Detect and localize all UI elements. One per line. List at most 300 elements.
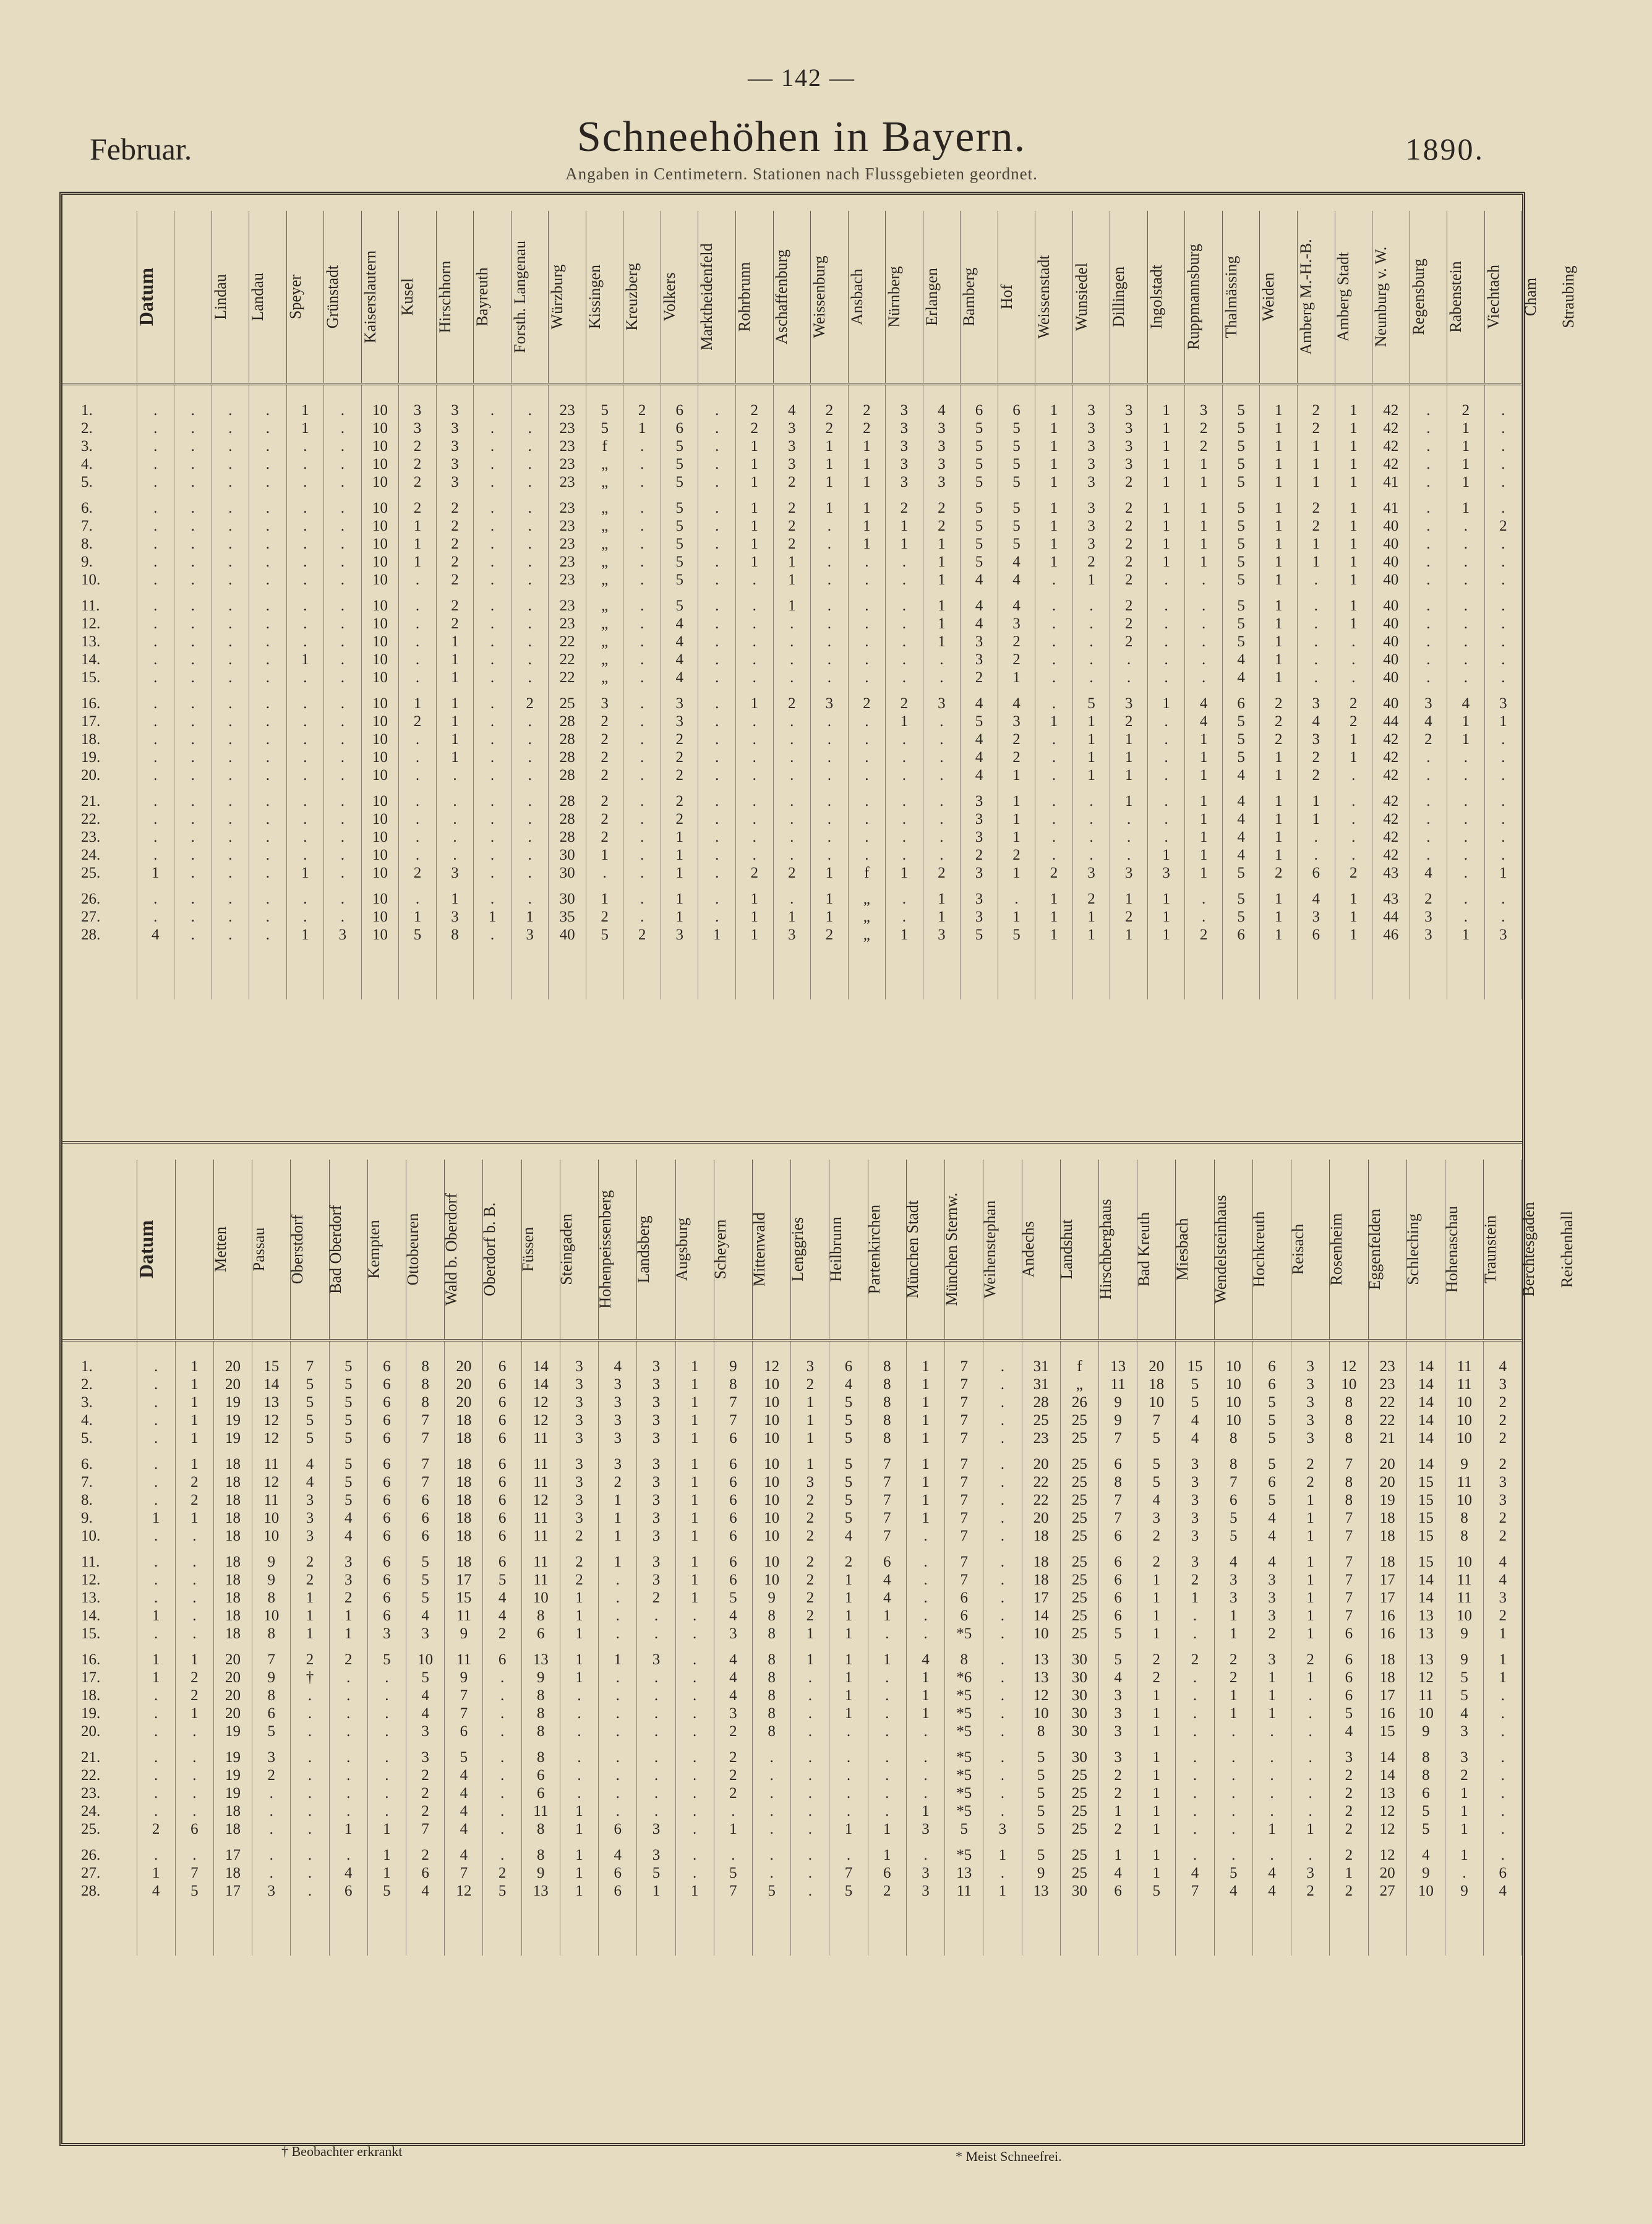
date-cell: 26. xyxy=(62,890,137,908)
value-cell: 6 xyxy=(1098,1455,1137,1473)
value-cell: 1 xyxy=(1035,908,1073,926)
value-cell: . xyxy=(174,633,212,651)
value-cell: 2 xyxy=(560,1571,598,1589)
value-cell: . xyxy=(286,908,324,926)
value-cell: 20 xyxy=(445,1393,483,1411)
station-name: Neunburg v. W. xyxy=(1371,246,1390,348)
value-cell: 6 xyxy=(961,401,998,419)
value-cell: 9 xyxy=(252,1571,291,1589)
value-cell: 3 xyxy=(1137,1509,1176,1527)
value-cell: . xyxy=(599,1687,637,1704)
value-cell: . xyxy=(848,792,886,810)
value-cell: . xyxy=(474,810,511,828)
value-cell: . xyxy=(511,669,549,686)
value-cell: 1 xyxy=(175,1651,213,1669)
value-cell: 5 xyxy=(998,499,1035,517)
value-cell: 1 xyxy=(1260,455,1298,473)
value-cell: . xyxy=(1484,1802,1522,1820)
value-cell: 8 xyxy=(1330,1411,1368,1429)
value-cell: 7 xyxy=(945,1411,983,1429)
value-cell: 2 xyxy=(399,712,437,730)
table-row xyxy=(62,419,1522,437)
value-cell: 5 xyxy=(661,499,698,517)
value-cell: . xyxy=(1410,748,1447,766)
value-cell: 4 xyxy=(445,1784,483,1802)
value-cell: . xyxy=(1484,437,1522,455)
value-cell: . xyxy=(983,1704,1022,1722)
value-cell: 40 xyxy=(1372,553,1410,571)
value-cell: 20 xyxy=(213,1358,252,1375)
value-cell: 23 xyxy=(549,455,586,473)
value-cell: 10 xyxy=(753,1527,791,1545)
value-cell: 4 xyxy=(1137,1491,1176,1509)
value-cell: 2 xyxy=(1110,499,1148,517)
value-cell: 5 xyxy=(1222,890,1260,908)
value-cell: 18 xyxy=(1022,1553,1060,1571)
value-cell: 5 xyxy=(945,1820,983,1838)
value-cell: . xyxy=(137,730,174,748)
value-cell: 10 xyxy=(753,1509,791,1527)
value-cell: 2 xyxy=(599,1473,637,1491)
value-cell: . xyxy=(1252,1846,1291,1864)
value-cell: 3 xyxy=(923,926,961,944)
value-cell: . xyxy=(1484,1820,1522,1838)
value-cell: . xyxy=(1214,1802,1252,1820)
value-cell: 1 xyxy=(1335,437,1372,455)
value-cell: . xyxy=(1072,615,1110,633)
value-cell: . xyxy=(1291,1802,1330,1820)
table-row xyxy=(62,499,1522,517)
value-cell: 4 xyxy=(868,1571,906,1589)
value-cell: . xyxy=(324,473,362,491)
value-cell: 1 xyxy=(1035,401,1073,419)
value-cell: 25 xyxy=(1060,1429,1098,1447)
value-cell: . xyxy=(511,597,549,615)
value-cell: 3 xyxy=(661,926,698,944)
value-cell: 7 xyxy=(252,1651,291,1669)
value-cell: 4 xyxy=(1222,651,1260,669)
value-cell: . xyxy=(599,1766,637,1784)
value-cell: 18 xyxy=(213,1571,252,1589)
station-name: Metten xyxy=(211,1226,229,1272)
value-cell: . xyxy=(1035,615,1073,633)
value-cell: 2 xyxy=(1110,571,1148,589)
value-cell: 4 xyxy=(1447,695,1485,712)
value-cell: . xyxy=(1176,1766,1214,1784)
value-cell: . xyxy=(483,1748,521,1766)
value-cell: „ xyxy=(1060,1375,1098,1393)
value-cell: . xyxy=(560,1722,598,1740)
value-cell: . xyxy=(1147,810,1185,828)
value-cell: 6 xyxy=(406,1491,445,1509)
value-cell: 6 xyxy=(1098,1589,1137,1607)
value-cell: 22 xyxy=(1368,1393,1406,1411)
station-name: München Stadt xyxy=(904,1200,922,1299)
value-cell: 2 xyxy=(1110,473,1148,491)
value-cell: . xyxy=(511,810,549,828)
value-cell: . xyxy=(286,437,324,455)
value-cell: 1 xyxy=(1110,766,1148,784)
value-cell: 20 xyxy=(213,1669,252,1687)
value-cell: 2 xyxy=(586,748,623,766)
value-cell: 1 xyxy=(1447,455,1485,473)
value-cell: . xyxy=(137,1358,175,1375)
value-cell: 28 xyxy=(549,810,586,828)
value-cell: 5 xyxy=(1222,748,1260,766)
value-cell: . xyxy=(1297,571,1335,589)
value-cell: 16 xyxy=(1368,1704,1406,1722)
value-cell: . xyxy=(212,926,249,944)
date-cell: 20. xyxy=(62,1722,137,1740)
value-cell: 28 xyxy=(549,748,586,766)
value-cell: . xyxy=(736,669,774,686)
value-cell: . xyxy=(1072,633,1110,651)
value-cell: 1 xyxy=(1147,455,1185,473)
value-cell: . xyxy=(829,1748,868,1766)
value-cell: 1 xyxy=(1185,846,1223,864)
value-cell: . xyxy=(367,1766,406,1784)
value-cell: . xyxy=(137,1687,175,1704)
value-cell: 40 xyxy=(1372,571,1410,589)
value-cell: 1 xyxy=(661,890,698,908)
value-cell: 6 xyxy=(1297,864,1335,882)
value-cell: 19 xyxy=(213,1429,252,1447)
value-cell: 1 xyxy=(1147,926,1185,944)
station-name: Bad Kreuth xyxy=(1134,1212,1153,1287)
value-cell: . xyxy=(174,517,212,535)
value-cell: . xyxy=(983,1393,1022,1411)
value-cell: 2 xyxy=(1297,517,1335,535)
value-cell: 4 xyxy=(961,730,998,748)
value-cell: 1 xyxy=(736,908,774,926)
value-cell: 2 xyxy=(811,926,849,944)
value-cell: . xyxy=(1335,846,1372,864)
value-cell: 6 xyxy=(714,1491,752,1509)
value-cell: . xyxy=(623,597,661,615)
value-cell: 1 xyxy=(736,499,774,517)
value-cell: . xyxy=(698,553,736,571)
value-cell: 4 xyxy=(599,1358,637,1375)
value-cell: . xyxy=(698,651,736,669)
value-cell: 3 xyxy=(1072,535,1110,553)
value-cell: . xyxy=(249,864,287,882)
value-cell: 5 xyxy=(1222,712,1260,730)
value-cell: 3 xyxy=(291,1491,329,1509)
value-cell: . xyxy=(474,730,511,748)
value-cell: 17 xyxy=(445,1571,483,1589)
value-cell: 13 xyxy=(1022,1669,1060,1687)
value-cell: . xyxy=(1484,597,1522,615)
value-cell: 1 xyxy=(175,1375,213,1393)
value-cell: 5 xyxy=(1222,499,1260,517)
value-cell: . xyxy=(1447,748,1485,766)
value-cell: . xyxy=(1484,455,1522,473)
value-cell: 13 xyxy=(945,1864,983,1882)
value-cell: 13 xyxy=(521,1882,560,1900)
value-cell: 28 xyxy=(549,712,586,730)
value-cell: 2 xyxy=(1330,1846,1368,1864)
value-cell: 13 xyxy=(1406,1651,1445,1669)
value-cell: 46 xyxy=(1372,926,1410,944)
value-cell: 3 xyxy=(961,633,998,651)
table-row xyxy=(62,1375,1522,1393)
value-cell: 3 xyxy=(886,419,923,437)
value-cell: 18 xyxy=(213,1864,252,1882)
value-cell: 1 xyxy=(1297,810,1335,828)
value-cell: . xyxy=(291,1846,329,1864)
station-name: Eggenfelden xyxy=(1366,1208,1384,1290)
value-cell: 3 xyxy=(637,1375,675,1393)
value-cell: . xyxy=(474,473,511,491)
value-cell: 14 xyxy=(1406,1358,1445,1375)
value-cell: . xyxy=(791,1669,829,1687)
value-cell: 1 xyxy=(367,1820,406,1838)
value-cell: 9 xyxy=(1406,1864,1445,1882)
value-cell: 9 xyxy=(1406,1722,1445,1740)
date-cell: 12. xyxy=(62,615,137,633)
value-cell: . xyxy=(623,730,661,748)
date-cell: 9. xyxy=(62,553,137,571)
value-cell: 25 xyxy=(1060,1864,1098,1882)
value-cell: 11 xyxy=(252,1455,291,1473)
station-name: Füssen xyxy=(519,1226,537,1272)
value-cell: 3 xyxy=(560,1375,598,1393)
value-cell: 2 xyxy=(560,1527,598,1545)
value-cell: 10 xyxy=(1406,1704,1445,1722)
value-cell: 2 xyxy=(1410,730,1447,748)
value-cell: 18 xyxy=(445,1553,483,1571)
value-cell: 3 xyxy=(886,455,923,473)
value-cell: 25 xyxy=(1060,1571,1098,1589)
value-cell: . xyxy=(868,1722,906,1740)
footnote-mostly-snowfree: * Meist Schneefrei. xyxy=(956,2149,1062,2164)
value-cell: 3 xyxy=(637,1473,675,1491)
value-cell: . xyxy=(1447,766,1485,784)
value-cell: 8 xyxy=(868,1411,906,1429)
value-cell: 3 xyxy=(1252,1651,1291,1669)
value-cell: . xyxy=(923,651,961,669)
value-cell: 1 xyxy=(1335,730,1372,748)
value-cell: 8 xyxy=(406,1375,445,1393)
value-cell: . xyxy=(1410,401,1447,419)
value-cell: 1 xyxy=(791,1651,829,1669)
value-cell: 1 xyxy=(811,864,849,882)
value-cell: 1 xyxy=(923,535,961,553)
value-cell: 5 xyxy=(961,437,998,455)
value-cell: 15 xyxy=(1406,1491,1445,1509)
value-cell: 7 xyxy=(1214,1473,1252,1491)
value-cell: 8 xyxy=(868,1393,906,1411)
table-row xyxy=(62,1527,1522,1545)
value-cell: . xyxy=(1110,651,1148,669)
value-cell: . xyxy=(1176,1669,1214,1687)
value-cell: 3 xyxy=(1147,864,1185,882)
value-cell: 25 xyxy=(1060,1766,1098,1784)
value-cell: . xyxy=(137,1766,175,1784)
value-cell: . xyxy=(698,517,736,535)
value-cell: 2 xyxy=(1185,926,1223,944)
value-cell: . xyxy=(675,1766,714,1784)
value-cell: . xyxy=(249,908,287,926)
value-cell: „ xyxy=(586,455,623,473)
value-cell: 10 xyxy=(1137,1393,1176,1411)
value-cell: . xyxy=(212,669,249,686)
value-cell: . xyxy=(137,908,174,926)
value-cell: † xyxy=(291,1669,329,1687)
value-cell: 4 xyxy=(1484,1571,1522,1589)
value-cell: 10 xyxy=(521,1589,560,1607)
value-cell: 1 xyxy=(829,1607,868,1625)
table-row xyxy=(62,1820,1522,1838)
value-cell: . xyxy=(137,1571,175,1589)
value-cell: . xyxy=(212,828,249,846)
value-cell: . xyxy=(1176,1687,1214,1704)
value-cell: 30 xyxy=(1060,1704,1098,1722)
value-cell: 4 xyxy=(1484,1358,1522,1375)
value-cell: 9 xyxy=(1445,1651,1483,1669)
value-cell: . xyxy=(1252,1784,1291,1802)
value-cell: 4 xyxy=(961,748,998,766)
value-cell: 2 xyxy=(998,748,1035,766)
value-cell: 1 xyxy=(698,926,736,944)
value-cell: . xyxy=(848,730,886,748)
value-cell: 1 xyxy=(848,535,886,553)
value-cell: 3 xyxy=(961,890,998,908)
value-cell: 3 xyxy=(252,1882,291,1900)
value-cell: . xyxy=(174,419,212,437)
value-cell: 1 xyxy=(998,766,1035,784)
date-cell: 3. xyxy=(62,1393,137,1411)
value-cell: 20 xyxy=(445,1375,483,1393)
value-cell: 1 xyxy=(829,1589,868,1607)
value-cell: 2 xyxy=(175,1491,213,1509)
station-name: Augsburg xyxy=(673,1217,691,1281)
value-cell: 22 xyxy=(549,633,586,651)
value-cell: *5 xyxy=(945,1846,983,1864)
station-name: Wunsiedel xyxy=(1072,262,1090,331)
value-cell: . xyxy=(511,730,549,748)
value-cell: 2 xyxy=(1291,1882,1330,1900)
value-cell: „ xyxy=(586,571,623,589)
value-cell: 6 xyxy=(367,1509,406,1527)
value-cell: 1 xyxy=(560,1669,598,1687)
value-cell: . xyxy=(212,766,249,784)
value-cell: 5 xyxy=(406,1571,445,1589)
table-row xyxy=(62,1722,1522,1740)
value-cell: . xyxy=(773,766,811,784)
value-cell: . xyxy=(286,633,324,651)
value-cell: . xyxy=(1484,908,1522,926)
value-cell: 2 xyxy=(1330,1882,1368,1900)
value-cell: 2 xyxy=(291,1651,329,1669)
value-cell: 5 xyxy=(829,1429,868,1447)
value-cell: . xyxy=(886,571,923,589)
value-cell: 2 xyxy=(791,1375,829,1393)
value-cell: . xyxy=(137,1393,175,1411)
value-cell: . xyxy=(1147,633,1185,651)
value-cell: . xyxy=(175,1846,213,1864)
value-cell: . xyxy=(329,1766,367,1784)
value-cell: 3 xyxy=(436,401,474,419)
value-cell: . xyxy=(175,1802,213,1820)
value-cell: 1 xyxy=(1447,730,1485,748)
value-cell: . xyxy=(637,1748,675,1766)
value-cell: 6 xyxy=(714,1473,752,1491)
station-name: Amberg Stadt xyxy=(1334,252,1353,342)
value-cell: . xyxy=(983,1784,1022,1802)
table-row xyxy=(62,1766,1522,1784)
value-cell: 1 xyxy=(1137,1748,1176,1766)
value-cell: 3 xyxy=(1291,1864,1330,1882)
value-cell: 2 xyxy=(1297,748,1335,766)
station-name: Steingaden xyxy=(557,1213,576,1285)
value-cell: 2 xyxy=(436,553,474,571)
value-cell: 3 xyxy=(906,1882,944,1900)
value-cell: 16 xyxy=(1368,1607,1406,1625)
value-cell: 1 xyxy=(1445,1846,1483,1864)
value-cell: 4 xyxy=(445,1802,483,1820)
value-cell: 5 xyxy=(1222,553,1260,571)
value-cell: . xyxy=(811,535,849,553)
value-cell: 5 xyxy=(1222,908,1260,926)
value-cell: . xyxy=(773,846,811,864)
value-cell: . xyxy=(675,1802,714,1820)
value-cell: . xyxy=(324,401,362,419)
value-cell: *5 xyxy=(945,1766,983,1784)
value-cell: 2 xyxy=(1110,597,1148,615)
value-cell: . xyxy=(137,1527,175,1545)
value-cell: . xyxy=(174,828,212,846)
value-cell: . xyxy=(137,695,174,712)
value-cell: 1 xyxy=(1137,1766,1176,1784)
value-cell: 4 xyxy=(1222,669,1260,686)
value-cell: 2 xyxy=(1330,1802,1368,1820)
value-cell: 3 xyxy=(1252,1589,1291,1607)
station-name: Bayreuth xyxy=(473,267,492,327)
value-cell: . xyxy=(1410,651,1447,669)
value-cell: 7 xyxy=(406,1820,445,1838)
value-cell: 11 xyxy=(1445,1571,1483,1589)
value-cell: . xyxy=(249,517,287,535)
date-cell: 28. xyxy=(62,1882,137,1900)
value-cell: 1 xyxy=(1447,473,1485,491)
value-cell: 7 xyxy=(1098,1429,1137,1447)
value-cell: 6 xyxy=(406,1509,445,1527)
value-cell: 3 xyxy=(791,1473,829,1491)
value-cell: 1 xyxy=(998,908,1035,926)
value-cell: . xyxy=(1185,615,1223,633)
table-row xyxy=(62,535,1522,553)
value-cell: 42 xyxy=(1372,437,1410,455)
date-cell: 13. xyxy=(62,633,137,651)
value-cell: 4 xyxy=(906,1651,944,1669)
value-cell: . xyxy=(249,571,287,589)
value-cell: . xyxy=(983,1766,1022,1784)
value-cell: . xyxy=(137,1748,175,1766)
value-cell: 1 xyxy=(998,810,1035,828)
value-cell: 4 xyxy=(1222,792,1260,810)
value-cell: . xyxy=(1035,571,1073,589)
value-cell: . xyxy=(848,633,886,651)
value-cell: 18 xyxy=(1368,1553,1406,1571)
value-cell: 5 xyxy=(291,1393,329,1411)
station-name: Berchtesgaden xyxy=(1519,1202,1538,1297)
value-cell: 2 xyxy=(1110,633,1148,651)
value-cell: 6 xyxy=(714,1509,752,1527)
value-cell: 2 xyxy=(329,1589,367,1607)
value-cell: . xyxy=(399,571,437,589)
value-cell: 4 xyxy=(714,1651,752,1669)
